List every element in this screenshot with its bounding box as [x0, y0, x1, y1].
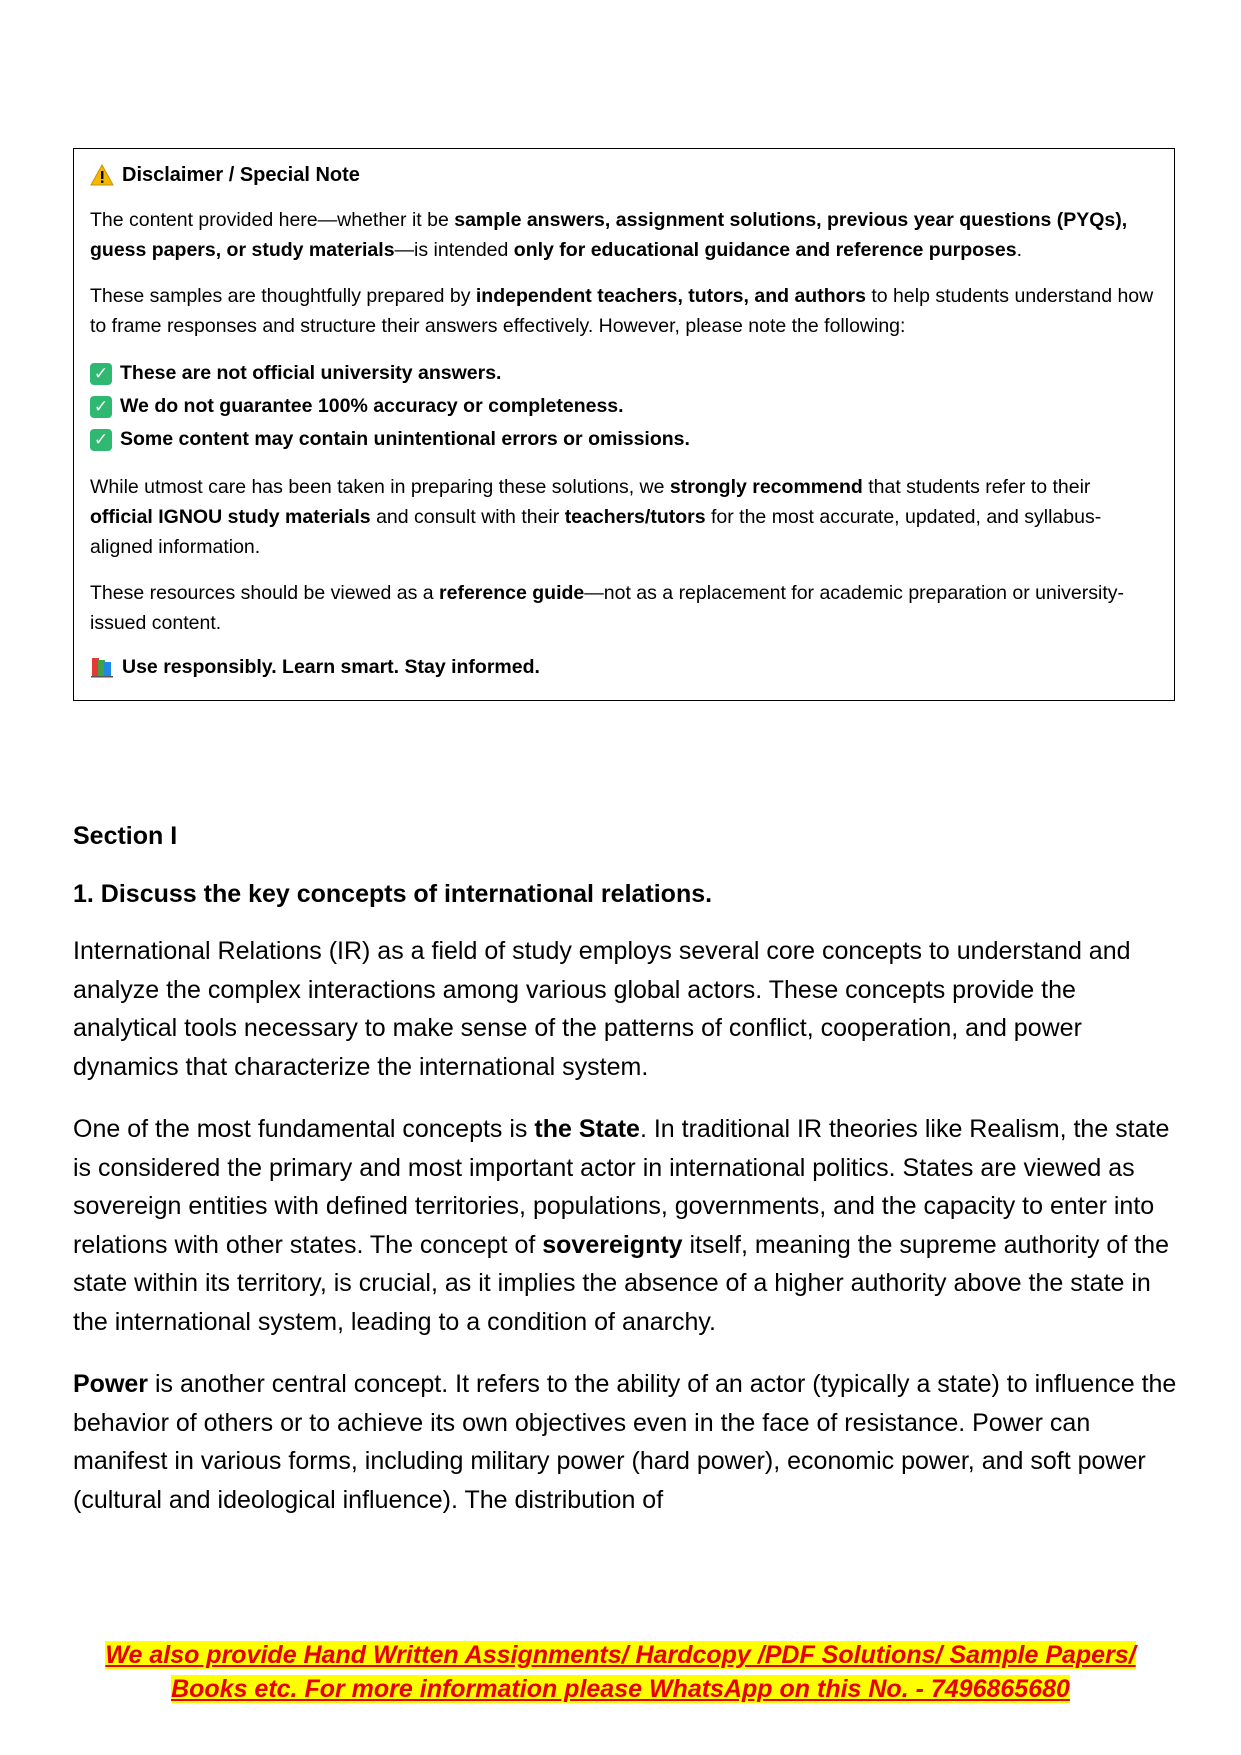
check-mark-icon: ✓ — [90, 363, 112, 385]
check-list — [90, 357, 1158, 456]
footer-line-1: We also provide Hand Written Assignments/ Hardcopy /PDF Solutions/ Sample Papers/ — [105, 1641, 1136, 1669]
books-icon — [90, 656, 114, 678]
check-item — [90, 357, 1158, 390]
bold-run: independent teachers, tutors, and authors — [475, 285, 866, 307]
text-run: for the most accurate, updated, and syllabus-aligned information. — [90, 506, 1102, 558]
disclaimer-closing — [90, 654, 1158, 680]
check-item — [90, 423, 1158, 456]
disclaimer-box — [73, 148, 1175, 701]
text-run: These resources should be viewed as a — [90, 582, 440, 604]
bold-run: sovereignty — [542, 1230, 683, 1259]
text-run: One of the most fundamental concepts is — [73, 1115, 535, 1143]
text-run: itself, meaning the supreme authority of the state within its territory, is crucial, as it implies the absence of a higher authority above the state in the international system, leading to a condition of anarchy. — [73, 1230, 1169, 1336]
footer-advertisement — [0, 1638, 1241, 1706]
disclaimer-title — [90, 163, 1158, 187]
disclaimer-paragraph-1 — [90, 205, 1158, 265]
text-run: These samples are thoughtfully prepared by — [90, 285, 476, 307]
text-run: —not as a replacement for academic preparation or university-issued content. — [90, 582, 1125, 634]
disclaimer-title-text: Disclaimer / Special Note — [122, 164, 360, 186]
body-paragraph-3 — [73, 1365, 1183, 1519]
text-run: The content provided here—whether it be — [90, 209, 455, 231]
text-run: is another central concept. It refers to the ability of an actor (typically a state) to influence the behavior of others or to achieve its own objectives even in the face of resistance. Power can manifest in various forms, including military power (hard power), economic power, and soft power (cultural and ideological influence). The distribution of — [73, 1370, 1177, 1514]
footer-line-2: Books etc. For more information please WhatsApp on this No. - 7496865680 — [171, 1675, 1070, 1703]
check-mark-icon: ✓ — [90, 429, 112, 451]
bold-run: official IGNOU study materials — [90, 506, 371, 528]
bold-run: only for educational guidance and reference purposes — [513, 239, 1017, 261]
check-item — [90, 390, 1158, 423]
bold-run: reference guide — [439, 582, 585, 604]
closing-text: Use responsibly. Learn smart. Stay informed. — [122, 656, 540, 678]
warning-icon — [90, 164, 114, 186]
bold-run: Power — [73, 1370, 149, 1398]
text-run: . — [1016, 239, 1023, 261]
disclaimer-paragraph-2 — [90, 281, 1158, 341]
bold-run: the State — [534, 1115, 640, 1143]
disclaimer-paragraph-4 — [90, 578, 1158, 638]
check-item-text: These are not official university answers. — [120, 362, 502, 384]
text-run: —is intended — [394, 239, 514, 261]
text-run: and consult with their — [370, 506, 565, 528]
question-heading: 1. Discuss the key concepts of international relations. — [73, 880, 713, 908]
disclaimer-paragraph-3 — [90, 472, 1158, 562]
text-run: . In traditional IR theories like Realism, the state is considered the primary and most important actor in international politics. States are viewed as sovereign entities with defined territories, populations, governments, and the capacity to enter into relations with other states. The concept of — [73, 1115, 1170, 1259]
body-paragraph-2 — [73, 1110, 1183, 1341]
text-run: that students refer to their — [862, 476, 1091, 498]
bold-run: strongly recommend — [669, 476, 863, 498]
text-run: While utmost care has been taken in preparing these solutions, we — [90, 476, 670, 498]
main-content — [73, 820, 1183, 1543]
section-title: Section I — [73, 822, 178, 850]
bold-run: sample answers, assignment solutions, previous year questions (PYQs), guess papers, or study materials — [90, 209, 1128, 261]
check-item-text: Some content may contain unintentional errors or omissions. — [120, 428, 690, 450]
check-item-text: We do not guarantee 100% accuracy or completeness. — [120, 395, 624, 417]
bold-run: teachers/tutors — [564, 506, 706, 528]
check-mark-icon: ✓ — [90, 396, 112, 418]
body-paragraph-1: International Relations (IR) as a field of study employs several core concepts to understand and analyze the complex interactions among various global actors. These concepts provide the analytical tools necessary to make sense of the patterns of conflict, cooperation, and power dynamics that characterize the international system. — [73, 937, 1131, 1081]
text-run: to help students understand how to frame responses and structure their answers effectively. However, please note the following: — [90, 285, 1154, 337]
